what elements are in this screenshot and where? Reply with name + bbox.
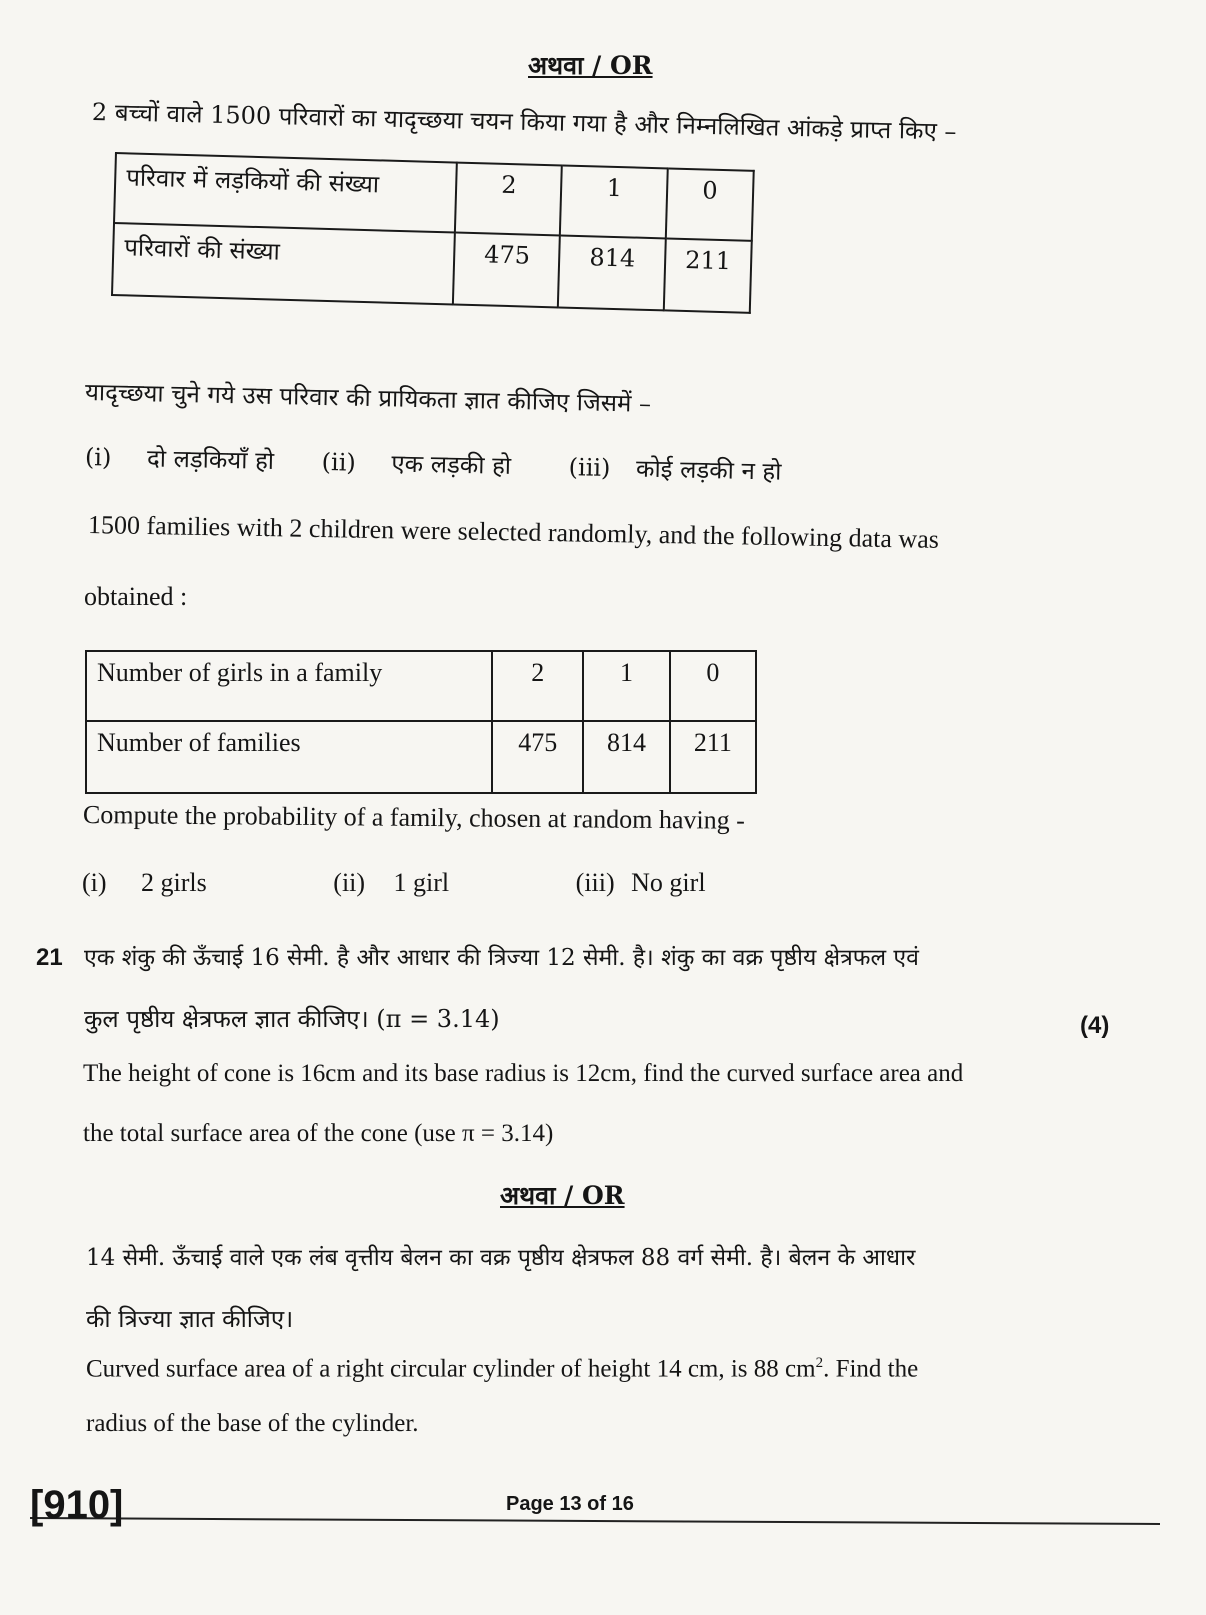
table-cell: 0 <box>670 651 756 721</box>
option-text: 2 girls <box>141 868 207 897</box>
hindi-data-table <box>111 152 755 314</box>
table-cell: 475 <box>453 233 560 308</box>
q21-or-hindi-line-1: 14 सेमी. ऊँचाई वाले एक लंब वृत्तीय बेलन का वक्र पृष्ठीय क्षेत्रफल 88 वर्ग सेमी. है। बेलन के आधार <box>86 1245 916 1271</box>
page-number: Page 13 of 16 <box>506 1493 634 1515</box>
option-number: (i) <box>84 443 112 472</box>
option-number: (i) <box>82 868 107 897</box>
table-cell: 814 <box>558 235 665 310</box>
hindi-intro-text: 2 बच्चों वाले 1500 परिवारों का यादृच्छया चयन किया गया है और निम्नलिखित आंकड़े प्राप्त किए – <box>91 98 957 146</box>
q21-or-english-text-end: . Find the <box>823 1355 919 1383</box>
option-text: एक लड़की हो <box>391 449 512 480</box>
hindi-options <box>85 440 782 488</box>
english-data-table <box>85 650 757 794</box>
table-cell: 475 <box>492 721 583 793</box>
table-cell: 2 <box>455 163 562 236</box>
paper-code: [910] <box>30 1483 124 1527</box>
q21-hindi-line-1: एक शंकु की ऊँचाई 16 सेमी. है और आधार की त्रिज्या 12 सेमी. है। शंकु का वक्र पृष्ठीय क्षेत्रफल एवं <box>84 945 919 971</box>
table-row <box>86 721 756 793</box>
option-number: (ii) <box>333 868 366 897</box>
english-intro-line-1: 1500 families with 2 children were selected randomly, and the following data was <box>87 510 940 554</box>
option-text: कोई लड़की न हो <box>635 454 782 486</box>
option-number: (ii) <box>321 447 357 477</box>
q21-or-hindi-line-2: की त्रिज्या ज्ञात कीजिए। <box>86 1305 294 1333</box>
table-cell: 2 <box>492 651 583 721</box>
table-cell: 1 <box>560 165 667 238</box>
question-number: 21 <box>36 944 63 971</box>
row-label-families: परिवारों की संख्या <box>112 223 455 304</box>
english-options <box>82 868 706 898</box>
row-label-families: Number of families <box>86 721 492 793</box>
table-cell: 814 <box>583 721 669 793</box>
superscript: 2 <box>815 1355 824 1371</box>
option-text: दो लड़कियाँ हो <box>146 444 275 475</box>
row-label-girls: परिवार में लड़कियों की संख्या <box>114 153 457 232</box>
q21-or-english-line-2: radius of the base of the cylinder. <box>86 1410 419 1437</box>
table-cell: 1 <box>583 651 669 721</box>
table-cell: 0 <box>666 168 754 240</box>
q21-or-english-line-1 <box>86 1355 918 1383</box>
english-question-text: Compute the probability of a family, chosen at random having - <box>82 800 745 835</box>
option-text: 1 girl <box>393 868 450 897</box>
option-number: (iii) <box>575 868 615 897</box>
table-cell: 211 <box>670 721 756 793</box>
q21-english-line-2: the total surface area of the cone (use π = 3.14) <box>83 1120 554 1147</box>
table-cell: 211 <box>664 238 752 312</box>
hindi-question-text: यादृच्छया चुने गये उस परिवार की प्रायिकता ज्ञात कीजिए जिसमें – <box>84 378 652 418</box>
q21-hindi-line-2: कुल पृष्ठीय क्षेत्रफल ज्ञात कीजिए। (π = 3.14) <box>84 1005 500 1033</box>
option-text: No girl <box>631 868 706 897</box>
footer-rule <box>30 1517 1160 1525</box>
q21-or-english-text: Curved surface area of a right circular cylinder of height 14 cm, is 88 cm <box>86 1355 816 1383</box>
english-intro-line-2: obtained : <box>84 582 188 611</box>
option-number: (iii) <box>568 453 611 483</box>
row-label-girls: Number of girls in a family <box>86 651 492 721</box>
or-heading-1: अथवा / OR <box>528 51 653 80</box>
q21-english-line-1: The height of cone is 16cm and its base radius is 12cm, find the curved surface area and <box>83 1060 964 1087</box>
table-row <box>86 651 756 721</box>
or-heading-2: अथवा / OR <box>500 1181 625 1210</box>
marks-label: (4) <box>1080 1012 1110 1039</box>
